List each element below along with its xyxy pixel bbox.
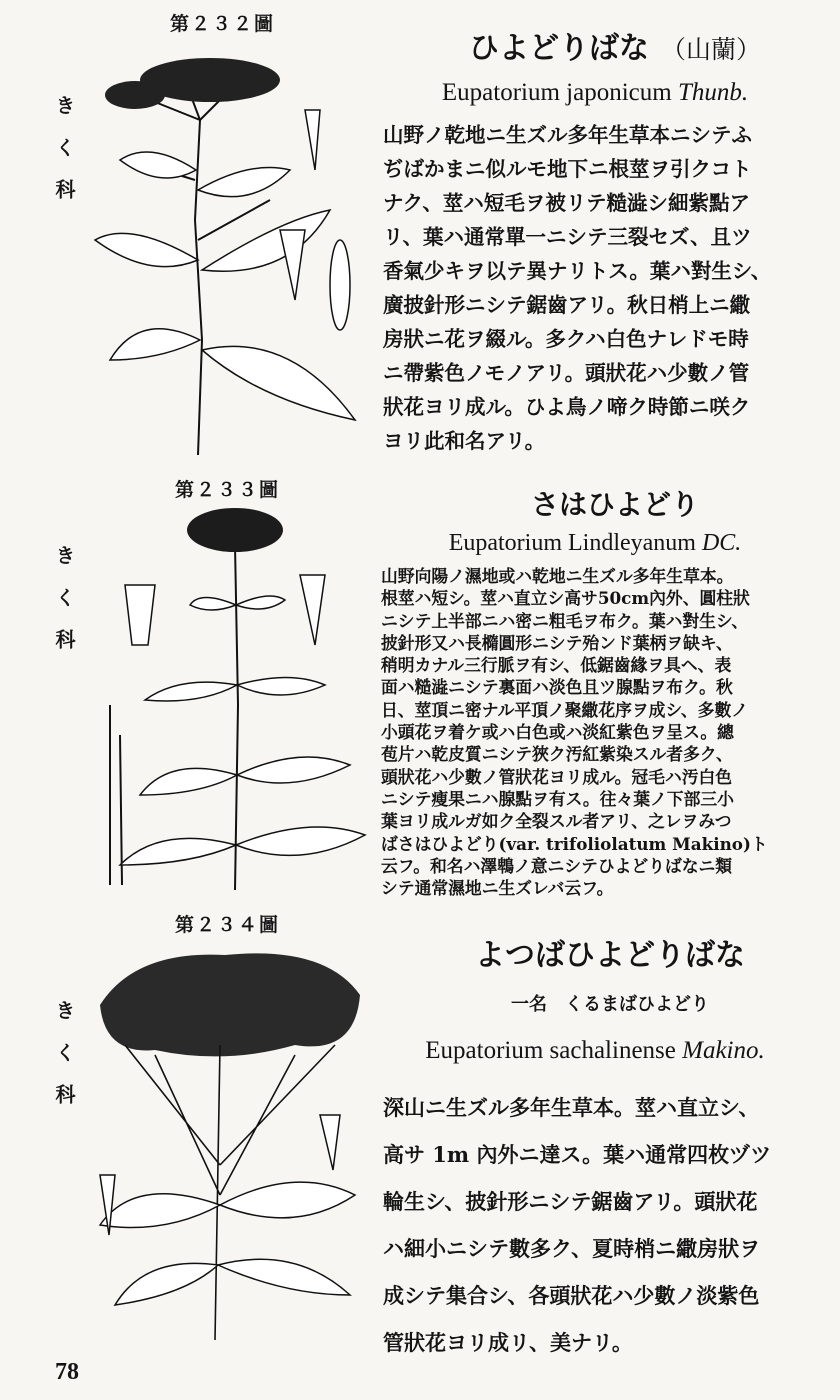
- latin-name-232: [385, 78, 805, 108]
- description-line: ニシテ上半部ニハ密ニ粗毛ヲ布ク。葉ハ對生シ、: [381, 610, 749, 631]
- description-line: 深山ニ生ズル多年生草本。莖ハ直立シ、: [383, 1095, 760, 1120]
- latin-author: Makino.: [682, 1037, 765, 1064]
- family-label-234: きく科: [52, 1000, 76, 1126]
- description-line: 披針形又ハ長橢圓形ニシテ殆ンド葉柄ヲ缺キ、: [381, 632, 733, 653]
- description-line: 苞片ハ乾皮質ニシテ狹ク汚紅紫染スル者多ク、: [381, 744, 733, 765]
- description-line: リ、葉ハ通常單一ニシテ三裂セズ、且ツ: [383, 225, 752, 249]
- description-line: 山野向陽ノ濕地或ハ乾地ニ生ズル多年生草本。: [381, 566, 734, 586]
- kanji-name: （山蘭）: [660, 35, 761, 64]
- description-line: ぢばかまニ似ルモ地下ニ根莖ヲ引クコト: [383, 157, 752, 181]
- entry-title-232: [420, 30, 810, 69]
- description-line: 日、莖頂ニ密ナル平頂ノ聚繖花序ヲ成シ、多數ノ: [381, 699, 749, 720]
- latin-species: Eupatorium sachalinense: [425, 1037, 676, 1064]
- entry-title-234: よつばひよどりばな: [475, 938, 745, 973]
- description-line: 面ハ糙澁ニシテ裏面ハ淡色且ツ腺點ヲ布ク。秋: [381, 677, 733, 698]
- description-line: 云フ。和名ハ澤鵯ノ意ニシテひよどりばなニ類: [381, 855, 733, 876]
- japanese-name: ひよどりばな: [468, 31, 649, 66]
- description-line: 高サ 1m 內外ニ達ス。葉ハ通常四枚ヅツ: [383, 1142, 772, 1167]
- latin-name-233: [385, 528, 805, 558]
- description-line: ヨリ此和名アリ。: [383, 429, 546, 453]
- description-line: ハ細小ニシテ數多ク、夏時梢ニ繖房狀ヲ: [383, 1236, 761, 1261]
- latin-author: DC.: [701, 530, 742, 556]
- description-line: ニ帶紫色ノモノアリ。頭狀花ハ少數ノ管: [383, 361, 750, 385]
- description-line: ナク、莖ハ短毛ヲ被リテ糙澁シ細紫點ア: [383, 191, 750, 215]
- description-line: ニシテ瘦果ニハ腺點ヲ有ス。往々葉ノ下部三小: [381, 788, 734, 809]
- plant-illustration-233: [100, 505, 370, 895]
- figure-label-232: 第２３２圖: [170, 13, 276, 35]
- description-234: [383, 1084, 803, 1366]
- description-line: 山野ノ乾地ニ生ズル多年生草本ニシテふ: [383, 123, 752, 147]
- description-232: [383, 118, 803, 458]
- description-line: 小頭花ヲ着ケ或ハ白色或ハ淡紅紫色ヲ呈ス。總: [381, 722, 734, 743]
- latin-author: Thunb.: [677, 79, 749, 106]
- description-line: 根莖ハ短シ。莖ハ直立シ高サ50cm內外、圓柱狀: [381, 588, 750, 609]
- description-line: 房狀ニ花ヲ綴ル。多クハ白色ナレドモ時: [383, 327, 749, 351]
- description-line: 成シテ集合シ、各頭狀花ハ少數ノ淡紫色: [383, 1283, 760, 1308]
- description-line: 輪生シ、披針形ニシテ鋸齒アリ。頭狀花: [383, 1189, 758, 1214]
- latin-species: Eupatorium japonicum: [441, 79, 672, 106]
- alternate-name-234: 一名 くるまばひよどり: [511, 994, 709, 1015]
- figure-label-234: 第２３４圖: [175, 914, 281, 936]
- latin-species: Eupatorium Lindleyanum: [448, 530, 696, 556]
- description-line: シテ通常濕地ニ生ズレバ云フ。: [381, 878, 614, 899]
- description-line: 狀花ヨリ成ル。ひよ鳥ノ啼ク時節ニ咲ク: [383, 395, 751, 419]
- description-line: 葉ヨリ成ルガ如ク全裂スル者アリ、之レヲみつ: [381, 811, 732, 832]
- plant-illustration-234: [95, 945, 365, 1345]
- family-label-233: きく科: [52, 545, 76, 671]
- entry-title-233: さはひよどり: [530, 488, 699, 521]
- latin-name-234: [380, 1036, 810, 1066]
- description-line: 香氣少キヲ以テ異ナリトス。葉ハ對生シ、: [383, 259, 772, 283]
- plant-illustration-232: [90, 40, 365, 460]
- description-line: 廣披針形ニシテ鋸齒アリ。秋日梢上ニ繖: [383, 293, 751, 317]
- page-number: 78: [55, 1359, 79, 1385]
- description-line: ばさはひよどり(var. trifoliolatum Makino)ト: [381, 833, 768, 854]
- description-line: 稍明カナル三行脈ヲ有シ、低鋸齒緣ヲ具ヘ、表: [381, 655, 732, 676]
- description-line: 管狀花ヨリ成リ、美ナリ。: [383, 1330, 633, 1355]
- description-line: 頭狀花ハ少數ノ管狀花ヨリ成ル。冠毛ハ汚白色: [381, 766, 733, 787]
- family-label-232: きく科: [52, 95, 76, 221]
- description-233: [381, 565, 801, 899]
- figure-label-233: 第２３３圖: [175, 479, 281, 501]
